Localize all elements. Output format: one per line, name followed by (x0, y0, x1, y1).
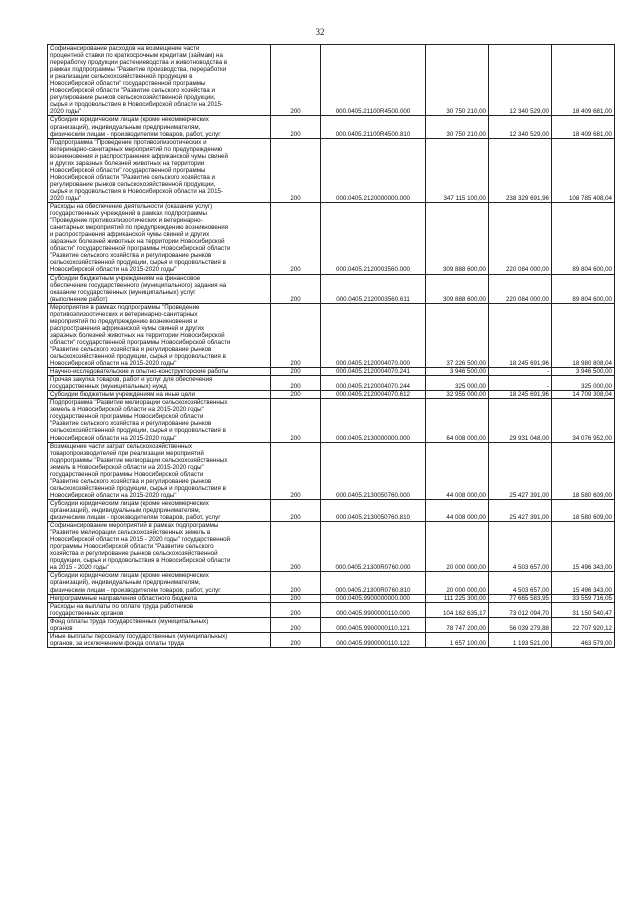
table-row (48, 116, 615, 138)
row-admin-code: 200 (271, 138, 321, 202)
row-admin-code: 200 (271, 391, 321, 399)
row-classification-code: 000.0405.9900000110.000 (321, 602, 426, 617)
row-executed-amount: 29 931 048,00 (489, 399, 552, 442)
row-unexecuted-amount: 89 804 600,00 (552, 274, 615, 303)
row-approved-amount: 30 750 210,00 (426, 45, 489, 116)
table-row (48, 303, 615, 367)
row-approved-amount: 309 888 600,00 (426, 203, 489, 274)
row-approved-amount: 32 955 000,00 (426, 391, 489, 399)
row-admin-code: 200 (271, 499, 321, 521)
row-description: Прочая закупка товаров, работ и услуг для обеспечения государственных (муниципальных) нужд (48, 376, 271, 391)
table-row (48, 376, 615, 391)
row-unexecuted-amount: 108 785 408,04 (552, 138, 615, 202)
row-approved-amount: 78 747 200,00 (426, 617, 489, 632)
row-classification-code: 000.0405.2120004070.241 (321, 368, 426, 376)
row-executed-amount: 25 427 391,00 (489, 499, 552, 521)
row-unexecuted-amount: 34 076 952,00 (552, 399, 615, 442)
row-unexecuted-amount: 18 409 681,00 (552, 116, 615, 138)
row-classification-code: 000.0405.9900000000.000 (321, 594, 426, 602)
row-executed-amount: - (489, 368, 552, 376)
row-approved-amount: 111 225 300,00 (426, 594, 489, 602)
row-description: Подпрограмма "Развитие мелиорации сельскохозяйственных земель в Новосибирской области на 2015-2020 годы" государственной программы Новосибирской области "Развитие сельского хозяйства и регулирование рынков сельскохозяйственной продукции, сырья и продовольствия в Новосибирской области на 2015-2020 годы" (48, 399, 271, 442)
row-classification-code: 000.0405.21300R0760.810 (321, 572, 426, 594)
row-description: Расходы на обеспечение деятельности (оказание услуг) государственных учреждений в рамках подпрограммы "Проведение противоэпизоотических и ветеринарно- санитарных мероприятий по предупреждению возникновения и распространения африканской чумы свиней и других заразных болезней животных на территории Новосибирской области" государственной программы Новосибирской области "Развитие сельского хозяйства и регулирование рынков сельскохозяйственной продукции, сырья и продовольствия в Новосибирской области на 2015-2020 годы" (48, 203, 271, 274)
row-description: Софинансирование расходов на возмещение части процентной ставки по краткосрочным кредитам (займам) на переработку продукции растениеводства и животноводства в рамках подпрограммы "Развитие производства, переработки и реализации сельскохозяйственной продукции в Новосибирской области" государственной программы Новосибирской области "Развитие сельского хозяйства и регулирование рынков сельскохозяйственной продукции, сырья и продовольствия в Новосибирской области на 2015- 2020 годы" (48, 45, 271, 116)
table-row (48, 138, 615, 202)
row-admin-code: 200 (271, 399, 321, 442)
row-classification-code: 000.0405.2130050760.810 (321, 499, 426, 521)
row-description: Субсидии юридическим лицам (кроме некоммерческих организаций), индивидуальным предпринимателям, физическим лицам - производителям товаров, работ, услуг (48, 116, 271, 138)
row-executed-amount: 4 503 657,00 (489, 572, 552, 594)
row-approved-amount: 347 115 100,00 (426, 138, 489, 202)
row-classification-code: 000.0405.21100R4500.810 (321, 116, 426, 138)
row-approved-amount: 64 008 000,00 (426, 399, 489, 442)
row-description: Иные выплаты персоналу государственных (муниципальных) органов, за исключением фонда оплаты труда (48, 632, 271, 647)
row-unexecuted-amount: 18 580 609,00 (552, 442, 615, 499)
table-row (48, 572, 615, 594)
row-admin-code: 200 (271, 45, 321, 116)
row-description: Научно-исследовательские и опытно-конструкторские работы (48, 368, 271, 376)
budget-execution-table (47, 44, 615, 648)
row-unexecuted-amount: 463 579,00 (552, 632, 615, 647)
row-unexecuted-amount: 15 496 343,00 (552, 572, 615, 594)
row-approved-amount: 1 657 100,00 (426, 632, 489, 647)
row-unexecuted-amount: 22 707 920,12 (552, 617, 615, 632)
row-unexecuted-amount: 14 709 308,04 (552, 391, 615, 399)
row-executed-amount: 238 329 691,96 (489, 138, 552, 202)
row-classification-code: 000.0405.2120000000.000 (321, 138, 426, 202)
row-classification-code: 000.0405.2120003560.611 (321, 274, 426, 303)
row-description: Подпрограмма "Проведение противоэпизоотических и ветеринарно-санитарных мероприятий по предупреждению возникновения и распространения африканской чумы свиней и других заразных болезней животных на территории Новосибирской области" государственной программы Новосибирской области "Развитие сельского хозяйства и регулирование рынков сельскохозяйственной продукции, сырья и продовольствия в Новосибирской области на 2015- 2020 годы" (48, 138, 271, 202)
row-unexecuted-amount: 18 580 609,00 (552, 499, 615, 521)
page-number: 32 (315, 27, 325, 37)
row-classification-code: 000.0405.9900000110.122 (321, 632, 426, 647)
row-approved-amount: 309 888 600,00 (426, 274, 489, 303)
row-admin-code: 200 (271, 594, 321, 602)
row-description: Субсидии юридическим лицам (кроме некоммерческих организаций), индивидуальным предпринимателям, физическим лицам - производителям товаров, работ, услуг (48, 499, 271, 521)
table-row (48, 602, 615, 617)
table-row (48, 594, 615, 602)
row-admin-code: 200 (271, 617, 321, 632)
row-unexecuted-amount: 18 980 808,04 (552, 303, 615, 367)
row-admin-code: 200 (271, 116, 321, 138)
row-classification-code: 000.0405.21300R0760.000 (321, 522, 426, 572)
row-approved-amount: 20 000 000,00 (426, 522, 489, 572)
table-row (48, 368, 615, 376)
row-executed-amount: 73 012 094,70 (489, 602, 552, 617)
row-executed-amount: 12 340 529,00 (489, 116, 552, 138)
row-executed-amount: 18 245 691,96 (489, 303, 552, 367)
row-approved-amount: 104 162 635,17 (426, 602, 489, 617)
table-row (48, 499, 615, 521)
row-classification-code: 000.0405.2130050760.000 (321, 442, 426, 499)
row-executed-amount: 220 084 000,00 (489, 274, 552, 303)
row-admin-code: 200 (271, 274, 321, 303)
row-admin-code: 200 (271, 572, 321, 594)
row-executed-amount: 25 427 391,00 (489, 442, 552, 499)
table-row (48, 45, 615, 116)
table-row (48, 632, 615, 647)
row-executed-amount: 56 039 279,88 (489, 617, 552, 632)
row-executed-amount: 220 084 000,00 (489, 203, 552, 274)
row-admin-code: 200 (271, 442, 321, 499)
row-unexecuted-amount: 15 496 343,00 (552, 522, 615, 572)
table-row (48, 391, 615, 399)
row-unexecuted-amount: 33 559 716,05 (552, 594, 615, 602)
row-executed-amount: 77 665 583,95 (489, 594, 552, 602)
row-executed-amount: 18 245 691,96 (489, 391, 552, 399)
row-unexecuted-amount: 18 409 681,00 (552, 45, 615, 116)
row-classification-code: 000.0405.21100R4500.000 (321, 45, 426, 116)
row-unexecuted-amount: 89 804 600,00 (552, 203, 615, 274)
row-description: Фонд оплаты труда государственных (муниципальных) органов (48, 617, 271, 632)
row-admin-code: 200 (271, 602, 321, 617)
row-description: Мероприятия в рамках подпрограммы "Проведение противоэпизоотических и ветеринарно-санитарных мероприятий по предупреждению возникновения и распространения африканской чумы свиней и других заразных болезней животных на территории Новосибирской области" государственной программы Новосибирской области "Развитие сельского хозяйства и регулирование рынков сельскохозяйственной продукции, сырья и продовольствия в Новосибирской области на 2015-2020 годы" (48, 303, 271, 367)
row-admin-code: 200 (271, 303, 321, 367)
row-classification-code: 000.0405.2120003560.000 (321, 203, 426, 274)
row-classification-code: 000.0405.2120004070.612 (321, 391, 426, 399)
table-row (48, 617, 615, 632)
row-description: Возмещение части затрат сельскохозяйственных товаропроизводителей при реализации мероприятий подпрограммы "Развитие мелиорации сельскохозяйственных земель в Новосибирской области на 2015-2020 годы" государственной программы Новосибирской области "Развитие сельского хозяйства и регулирование рынков сельскохозяйственной продукции, сырья и продовольствия в Новосибирской области на 2015-2020 годы" (48, 442, 271, 499)
row-approved-amount: 30 750 210,00 (426, 116, 489, 138)
row-admin-code: 200 (271, 632, 321, 647)
row-executed-amount: 1 193 521,00 (489, 632, 552, 647)
row-executed-amount: 4 503 657,00 (489, 522, 552, 572)
row-executed-amount: 12 340 529,00 (489, 45, 552, 116)
row-admin-code: 200 (271, 203, 321, 274)
row-description: Субсидии бюджетным учреждениям на иные цели (48, 391, 271, 399)
row-description: Расходы на выплаты по оплате труда работников государственных органов (48, 602, 271, 617)
table-row (48, 399, 615, 442)
table-row (48, 203, 615, 274)
row-description: Субсидии юридическим лицам (кроме некоммерческих организаций), индивидуальным предпринимателям, физическим лицам - производителям товаров, работ, услуг (48, 572, 271, 594)
table-row (48, 442, 615, 499)
row-unexecuted-amount: 31 150 540,47 (552, 602, 615, 617)
row-admin-code: 200 (271, 368, 321, 376)
row-approved-amount: 20 000 000,00 (426, 572, 489, 594)
row-unexecuted-amount: 3 946 500,00 (552, 368, 615, 376)
row-approved-amount: 3 946 500,00 (426, 368, 489, 376)
row-approved-amount: 44 008 000,00 (426, 442, 489, 499)
row-classification-code: 000.0405.2130000000.000 (321, 399, 426, 442)
row-description: Субсидии бюджетным учреждениям на финансовое обеспечение государственного (муниципального) задания на оказание государственных (муниципальных) услуг (выполнение работ) (48, 274, 271, 303)
row-approved-amount: 325 000,00 (426, 376, 489, 391)
table-body (48, 45, 615, 648)
table-row (48, 522, 615, 572)
row-approved-amount: 44 008 000,00 (426, 499, 489, 521)
row-classification-code: 000.0405.2120004070.000 (321, 303, 426, 367)
row-classification-code: 000.0405.2120004070.244 (321, 376, 426, 391)
row-classification-code: 000.0405.9900000110.121 (321, 617, 426, 632)
row-description: Софинансирование мероприятий в рамках подпрограммы "Развитие мелиорации сельскохозяйственных земель в Новосибирской области на 2015 - 2020 годы" государственной программы Новосибирской области "Развитие сельского хозяйства и регулирование рынков сельскохозяйственной продукции, сырья и продовольствия в Новосибирской области на 2015 - 2020 годы" (48, 522, 271, 572)
row-approved-amount: 37 226 500,00 (426, 303, 489, 367)
row-admin-code: 200 (271, 522, 321, 572)
row-executed-amount: - (489, 376, 552, 391)
row-admin-code: 200 (271, 376, 321, 391)
row-description: Непрограммные направления областного бюджета (48, 594, 271, 602)
row-unexecuted-amount: 325 000,00 (552, 376, 615, 391)
table-row (48, 274, 615, 303)
